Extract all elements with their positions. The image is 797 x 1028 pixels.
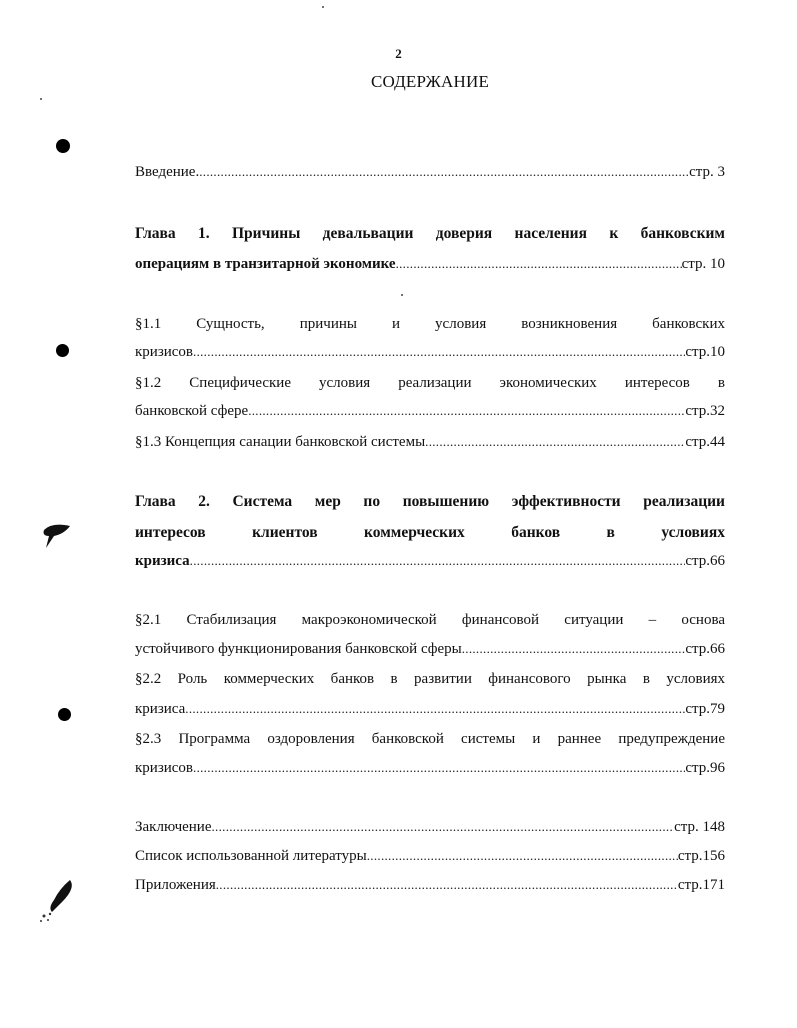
dot-leader — [185, 701, 685, 717]
toc-entry-references[interactable] — [135, 848, 725, 870]
toc-label: Список использованной литературы — [135, 848, 367, 864]
page-number: 2 — [395, 46, 402, 61]
toc-label: кризисов — [135, 344, 194, 360]
toc-page: стр.79 — [685, 701, 725, 717]
toc-entry-section-2-2[interactable] — [135, 701, 725, 723]
toc-entry-section-1-1[interactable] — [135, 344, 725, 366]
toc-entry-section-2-3[interactable] — [135, 760, 725, 782]
speck — [40, 98, 42, 100]
toc-page: стр. 3 — [689, 164, 725, 180]
toc-entry-chapter-1[interactable] — [135, 256, 725, 278]
dot-leader — [396, 256, 682, 272]
dot-leader — [190, 553, 686, 569]
toc-label: кризиса — [135, 701, 186, 717]
toc-label: Приложения — [135, 877, 216, 893]
dot-leader — [367, 848, 678, 864]
speck — [322, 6, 324, 8]
toc-page: стр.66 — [685, 553, 725, 569]
dot-leader — [216, 877, 678, 893]
toc-entry-section-2-1[interactable] — [135, 641, 725, 663]
dot-leader — [212, 819, 675, 835]
toc-label: §1.3 Концепция санации банковской системы — [135, 434, 426, 450]
toc-label: кризиса — [135, 553, 190, 569]
dot-leader — [462, 641, 686, 657]
dot-leader — [248, 403, 685, 419]
section-2-3-title[interactable]: §2.3 Программа оздоровления банковской системы и раннее предупреждение — [135, 731, 725, 747]
toc-entry-section-1-3[interactable] — [135, 434, 725, 456]
toc-label: устойчивого функционирования банковской сферы — [135, 641, 462, 657]
section-2-1-title[interactable]: §2.1 Стабилизация макроэкономической финансовой ситуации – основа — [135, 612, 725, 628]
toc-entry-chapter-2[interactable] — [135, 553, 725, 575]
toc-entry-appendices[interactable] — [135, 877, 725, 899]
dot-leader — [425, 434, 685, 450]
toc-label: банковской сфере — [135, 403, 249, 419]
hole-punch-mark-1 — [56, 139, 70, 153]
toc-entry-conclusion[interactable] — [135, 819, 725, 841]
toc-label: Заключение — [135, 819, 212, 835]
toc-entry-intro[interactable] — [135, 164, 725, 186]
ink-blot-2 — [36, 878, 76, 924]
toc-page: стр. 10 — [681, 256, 725, 272]
page-title: СОДЕРЖАНИЕ — [370, 72, 490, 91]
toc-entry-section-1-2[interactable] — [135, 403, 725, 425]
toc-label: Введение. — [135, 164, 200, 180]
hole-punch-mark-3 — [58, 708, 71, 721]
hole-punch-mark-2 — [56, 344, 69, 357]
toc-page: стр.96 — [685, 760, 725, 776]
toc-page: стр. 148 — [674, 819, 725, 835]
section-2-2-title[interactable]: §2.2 Роль коммерческих банков в развитии финансового рынка в условиях — [135, 671, 725, 687]
dot-leader — [193, 760, 685, 776]
toc-label: кризисов — [135, 760, 194, 776]
chapter-1-title[interactable]: Глава 1. Причины девальвации доверия населения к банковским — [135, 225, 725, 242]
dot-leader — [193, 344, 685, 360]
toc-page: стр.32 — [685, 403, 725, 419]
toc-page: стр.156 — [677, 848, 725, 864]
speck — [401, 294, 403, 296]
toc-page: стр.44 — [685, 434, 725, 450]
dot-leader — [199, 164, 689, 180]
toc-label: операциям в транзитарной экономике — [135, 256, 396, 272]
section-1-2-title[interactable]: §1.2 Специфические условия реализации экономических интересов в — [135, 375, 725, 391]
chapter-2-title-line-1[interactable]: Глава 2. Система мер по повышению эффективности реализации — [135, 493, 725, 510]
toc-page: стр.10 — [685, 344, 725, 360]
toc-page: стр.66 — [685, 641, 725, 657]
ink-blot-1 — [40, 520, 74, 552]
chapter-2-title-line-2[interactable]: интересов клиентов коммерческих банков в условиях — [135, 524, 725, 541]
section-1-1-title[interactable]: §1.1 Сущность, причины и условия возникновения банковских — [135, 316, 725, 332]
toc-page: стр.171 — [677, 877, 725, 893]
